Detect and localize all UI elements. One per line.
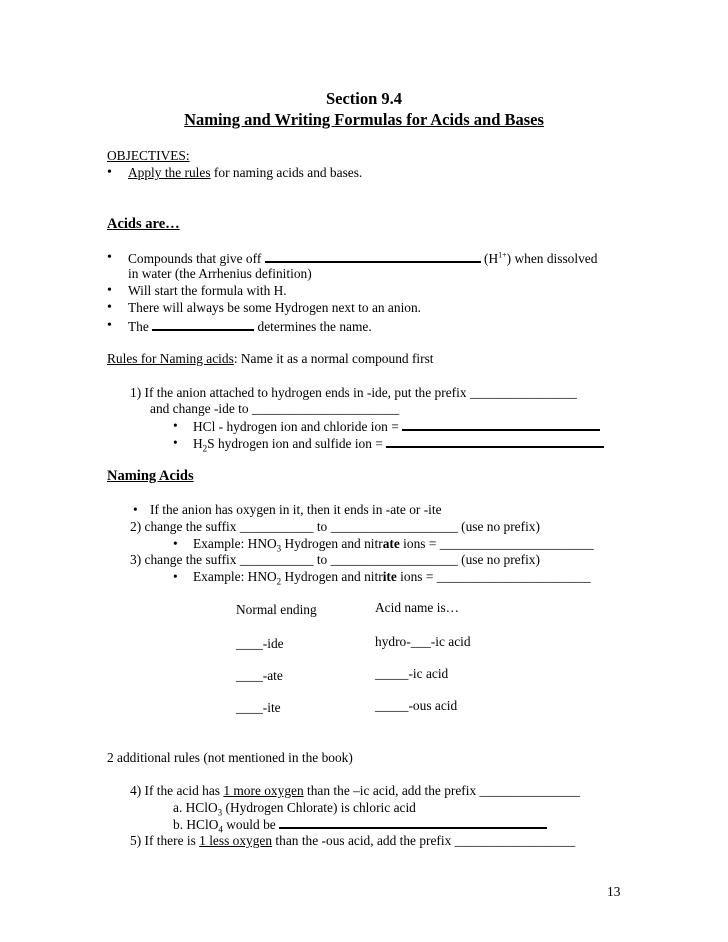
bullet-icon: • xyxy=(107,250,112,265)
table-header-normal: Normal ending xyxy=(236,602,317,617)
objective-text: for naming acids and bases. xyxy=(210,165,363,180)
bullet-icon: • xyxy=(173,536,178,551)
rule-1-example-1 xyxy=(193,418,600,435)
bullet-icon: • xyxy=(107,283,112,298)
bullet-icon: • xyxy=(133,502,138,517)
example-text: Example: HNO xyxy=(193,536,277,551)
example-text: ions = _______________________ xyxy=(399,536,594,551)
example-text: ions = _______________________ xyxy=(396,569,591,584)
example-text: Hydrogen and nitr xyxy=(281,569,383,584)
fill-blank[interactable] xyxy=(265,250,481,263)
rule-text: 5) If there is xyxy=(130,833,200,848)
bullet-text: The xyxy=(128,319,149,334)
objective-item xyxy=(128,165,362,181)
acids-bullet-2: Will start the formula with H. xyxy=(128,283,287,298)
page-title: Naming and Writing Formulas for Acids and Bases xyxy=(184,110,544,129)
table-cell: ____-ide xyxy=(236,636,284,651)
rule-text: than the –ic acid, add the prefix _______________ xyxy=(303,783,580,798)
objectives-label: OBJECTIVES: xyxy=(107,148,190,163)
naming-rule-2: 2) change the suffix ___________ to ___________________ (use no prefix) xyxy=(130,519,540,534)
rule-emphasis: 1 less oxygen xyxy=(199,833,273,848)
rule-text: b. HClO xyxy=(173,817,219,832)
rules-line xyxy=(107,351,434,367)
rules-label: Rules for Naming acids xyxy=(107,351,234,366)
bullet-text: ) when dissolved xyxy=(506,251,598,266)
rule-1-cont: and change -ide to ______________________ xyxy=(150,401,400,416)
example-text: Hydrogen and nitr xyxy=(281,536,383,551)
acids-bullet-3: There will always be some Hydrogen next to an anion. xyxy=(128,300,422,315)
fill-blank[interactable] xyxy=(279,816,547,829)
example-text: HCl - hydrogen ion and chloride ion = xyxy=(193,419,399,434)
subscript: 4 xyxy=(218,824,223,835)
subscript: 3 xyxy=(276,543,282,554)
bullet-icon: • xyxy=(107,300,112,315)
acids-are-heading: Acids are… xyxy=(107,216,180,232)
table-cell: _____-ic acid xyxy=(375,666,449,681)
example-bold: ate xyxy=(382,536,400,551)
subscript: 2 xyxy=(202,443,208,454)
example-bold: ite xyxy=(382,569,397,584)
fill-blank[interactable] xyxy=(402,418,600,431)
table-cell: ____-ate xyxy=(236,668,283,683)
subscript: 2 xyxy=(276,576,282,587)
bullet-icon: • xyxy=(107,318,112,333)
fill-blank[interactable] xyxy=(152,318,254,331)
naming-example-2 xyxy=(193,569,591,585)
additional-rules-label: 2 additional rules (not mentioned in the book) xyxy=(107,750,353,765)
rule-text: 4) If the acid has xyxy=(130,783,224,798)
bullet-text: Compounds that give off xyxy=(128,251,262,266)
rule-4 xyxy=(130,783,580,799)
naming-rule-3: 3) change the suffix ___________ to ___________________ (use no prefix) xyxy=(130,552,540,567)
rule-4b xyxy=(173,816,547,833)
rule-1: 1) If the anion attached to hydrogen ends in -ide, put the prefix ________________ xyxy=(130,385,577,400)
rule-5 xyxy=(130,833,575,849)
rules-text: : Name it as a normal compound first xyxy=(233,351,434,366)
rule-text: would be xyxy=(222,817,276,832)
rule-4a xyxy=(173,800,416,816)
table-cell: hydro-___-ic acid xyxy=(375,634,471,649)
rule-text: (Hydrogen Chlorate) is chloric acid xyxy=(222,800,416,815)
naming-rule-0: If the anion has oxygen in it, then it ends in -ate or -ite xyxy=(150,502,442,517)
example-text: H xyxy=(193,436,203,451)
naming-acids-heading: Naming Acids xyxy=(107,468,194,484)
example-text: Example: HNO xyxy=(193,569,277,584)
naming-example-1 xyxy=(193,536,594,552)
rule-emphasis: 1 more oxygen xyxy=(223,783,304,798)
example-text: S hydrogen ion and sulfide ion = xyxy=(207,436,383,451)
acids-bullet-1-cont: in water (the Arrhenius definition) xyxy=(128,266,312,281)
superscript: 1+ xyxy=(498,250,507,260)
bullet-icon: • xyxy=(107,165,112,180)
objective-link: Apply the rules xyxy=(128,165,211,180)
rule-text: than the -ous acid, add the prefix __________________ xyxy=(272,833,576,848)
acids-bullet-1 xyxy=(128,250,597,267)
fill-blank[interactable] xyxy=(386,435,604,448)
table-cell: _____-ous acid xyxy=(375,698,458,713)
bullet-icon: • xyxy=(173,418,178,433)
bullet-icon: • xyxy=(173,435,178,450)
table-cell: ____-ite xyxy=(236,700,281,715)
page-number: 13 xyxy=(607,884,621,899)
bullet-icon: • xyxy=(173,569,178,584)
acids-bullet-4 xyxy=(128,318,372,335)
rule-text: a. HClO xyxy=(173,800,218,815)
bullet-text: determines the name. xyxy=(254,319,372,334)
rule-1-example-2 xyxy=(193,435,604,452)
table-header-acid: Acid name is… xyxy=(375,600,460,615)
bullet-text: (H xyxy=(484,251,499,266)
subscript: 3 xyxy=(217,807,223,818)
section-number: Section 9.4 xyxy=(325,89,403,108)
